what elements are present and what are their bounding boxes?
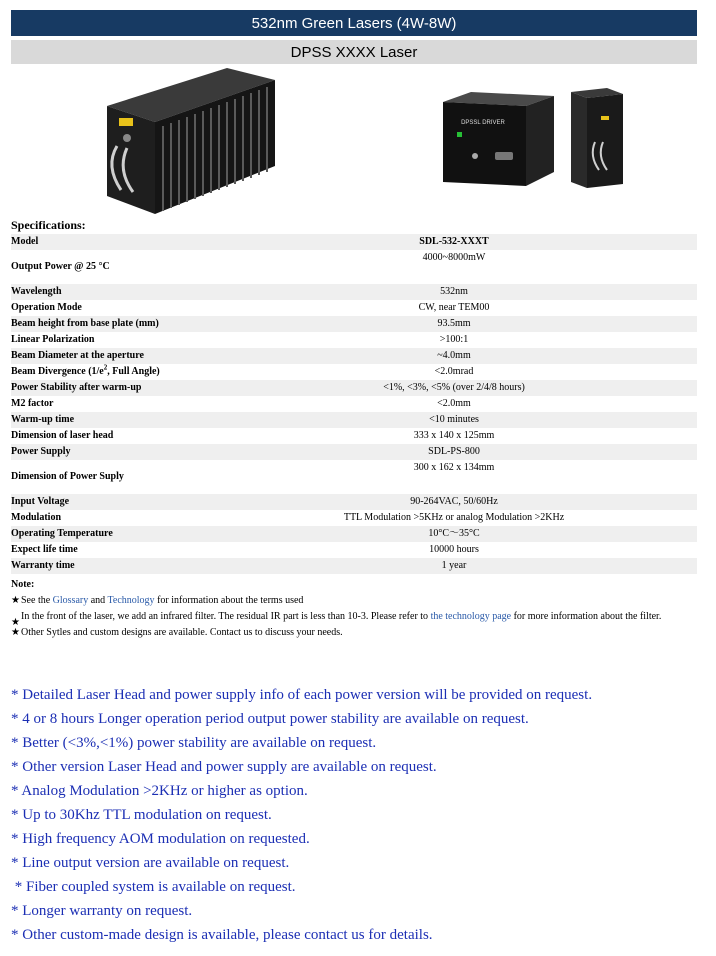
request-item: * Other custom-made design is available, please contact us for details. bbox=[11, 927, 433, 943]
spec-label: Wavelength bbox=[11, 284, 211, 300]
note-glossary bbox=[11, 594, 697, 607]
spec-label: Output Power @ 25 °C bbox=[11, 261, 110, 272]
request-item: * Better (<3%,<1%) power stability are available on request. bbox=[11, 735, 377, 751]
specifications-heading: Specifications: bbox=[11, 218, 86, 232]
subtitle-banner bbox=[11, 40, 697, 64]
spec-label: Operating Temperature bbox=[11, 526, 211, 542]
specifications-table bbox=[11, 234, 697, 574]
request-item: * Fiber coupled system is available on request. bbox=[11, 879, 296, 895]
spec-value: <2.0mrad bbox=[434, 366, 474, 377]
spec-row-power-stability bbox=[11, 380, 697, 396]
spec-label-sup: 2 bbox=[103, 363, 108, 372]
spec-row-life-time bbox=[11, 542, 697, 558]
technology-link[interactable]: Technology bbox=[107, 595, 155, 606]
spec-label: Operation Mode bbox=[11, 302, 82, 313]
note-text: In the front of the laser, we add an infrared filter. The residual IR part is less than 10-3. Please refer to bbox=[21, 611, 431, 622]
page-subtitle: DPSS XXXX Laser bbox=[290, 43, 418, 61]
spec-row-model bbox=[11, 234, 697, 250]
spec-row-m2-factor bbox=[11, 396, 697, 412]
spec-row-power-supply bbox=[11, 444, 697, 460]
request-item: * Line output version are available on request. bbox=[11, 855, 290, 871]
spec-value: 4000~8000mW bbox=[422, 252, 486, 263]
spec-row-operating-temperature bbox=[11, 526, 697, 542]
spec-label bbox=[11, 364, 211, 380]
spec-label-post: , Full Angle) bbox=[107, 366, 160, 377]
page-title: 532nm Green Lasers (4W-8W) bbox=[251, 14, 457, 32]
request-item: * Other version Laser Head and power supply are available on request. bbox=[11, 759, 437, 775]
spec-row-warranty bbox=[11, 558, 697, 574]
spec-label: Beam height from base plate (mm) bbox=[11, 316, 211, 332]
spec-value: 93.5mm bbox=[211, 316, 697, 332]
spec-row-input-voltage bbox=[11, 494, 697, 510]
spec-row-beam-diameter bbox=[11, 348, 697, 364]
notes-section bbox=[11, 578, 697, 642]
spec-label: Expect life time bbox=[11, 544, 78, 555]
spec-value: 300 x 162 x 134mm bbox=[413, 462, 495, 473]
driver-panel-label: DPSSL DRIVER bbox=[461, 120, 505, 126]
spec-label: Power Stability after warm-up bbox=[11, 380, 211, 396]
star-icon: ★ bbox=[11, 617, 20, 628]
spec-label: Warranty time bbox=[11, 558, 211, 574]
spec-row-wavelength bbox=[11, 284, 697, 300]
spec-value: 1 year bbox=[211, 558, 697, 574]
spec-value: <2.0mm bbox=[437, 398, 471, 409]
spec-value: SDL-PS-800 bbox=[211, 444, 697, 460]
spec-row-laser-head-dimension bbox=[11, 428, 697, 444]
spec-value: TTL Modulation >5KHz or analog Modulation >2KHz bbox=[343, 512, 565, 523]
power-supply-photo bbox=[441, 90, 556, 190]
laser-head-photo bbox=[97, 66, 287, 216]
note-text: for information about the terms used bbox=[154, 595, 304, 606]
note-text: See the bbox=[21, 595, 53, 606]
spec-row-power-supply-dimension bbox=[11, 460, 697, 494]
spec-label: Linear Polarization bbox=[11, 334, 95, 345]
spec-label: Dimension of laser head bbox=[11, 430, 114, 441]
note-text: and bbox=[88, 595, 108, 606]
spec-label: Beam Diameter at the aperture bbox=[11, 348, 211, 364]
request-item: * 4 or 8 hours Longer operation period output power stability are available on request. bbox=[11, 711, 529, 727]
note-custom-designs bbox=[11, 626, 697, 639]
spec-row-modulation bbox=[11, 510, 697, 526]
spec-row-output-power bbox=[11, 250, 697, 284]
request-item: * Analog Modulation >2KHz or higher as option. bbox=[11, 783, 308, 799]
technology-page-link[interactable]: the technology page bbox=[430, 611, 512, 622]
spec-value: 90-264VAC, 50/60Hz bbox=[211, 494, 697, 510]
note-text: for more information about the filter. bbox=[511, 611, 662, 622]
spec-row-beam-height bbox=[11, 316, 697, 332]
spec-value: <10 minutes bbox=[211, 412, 697, 428]
note-infrared-filter bbox=[11, 610, 697, 628]
spec-value: 10000 hours bbox=[429, 544, 479, 555]
laser-head-small-photo bbox=[567, 86, 627, 190]
product-photos bbox=[11, 66, 697, 218]
spec-label: Input Voltage bbox=[11, 494, 211, 510]
spec-row-beam-divergence bbox=[11, 364, 697, 380]
spec-label: Warm-up time bbox=[11, 412, 211, 428]
spec-value: <1%, <3%, <5% (over 2/4/8 hours) bbox=[211, 380, 697, 396]
spec-label: Dimension of Power Suply bbox=[11, 471, 124, 482]
request-options-list bbox=[11, 683, 701, 947]
spec-label: Power Supply bbox=[11, 444, 211, 460]
star-icon: ★ bbox=[11, 595, 20, 606]
spec-row-polarization bbox=[11, 332, 697, 348]
spec-value: SDL-532-XXXT bbox=[211, 234, 697, 250]
spec-row-operation-mode bbox=[11, 300, 697, 316]
spec-value: 333 x 140 x 125mm bbox=[413, 430, 495, 441]
spec-value: 10°C～35°C bbox=[211, 526, 697, 542]
request-item: * High frequency AOM modulation on requested. bbox=[11, 831, 310, 847]
star-icon: ★ bbox=[11, 627, 20, 638]
page-title-banner bbox=[11, 10, 697, 36]
spec-value: ~4.0mm bbox=[211, 348, 697, 364]
spec-value: CW, near TEM00 bbox=[418, 302, 490, 313]
note-text: Other Sytles and custom designs are available. Contact us to discuss your needs. bbox=[21, 627, 343, 638]
request-item: * Detailed Laser Head and power supply info of each power version will be provided on request. bbox=[11, 687, 593, 703]
spec-value: 532nm bbox=[211, 284, 697, 300]
spec-label-pre: Beam Divergence (1/e bbox=[11, 366, 104, 377]
spec-label: M2 factor bbox=[11, 398, 54, 409]
spec-value: >100:1 bbox=[439, 334, 469, 345]
request-item: * Longer warranty on request. bbox=[11, 903, 193, 919]
spec-row-warm-up bbox=[11, 412, 697, 428]
notes-title: Note: bbox=[11, 579, 35, 590]
glossary-link[interactable]: Glossary bbox=[52, 595, 89, 606]
spec-label: Model bbox=[11, 234, 211, 250]
request-item: * Up to 30Khz TTL modulation on request. bbox=[11, 807, 272, 823]
spec-label: Modulation bbox=[11, 512, 62, 523]
